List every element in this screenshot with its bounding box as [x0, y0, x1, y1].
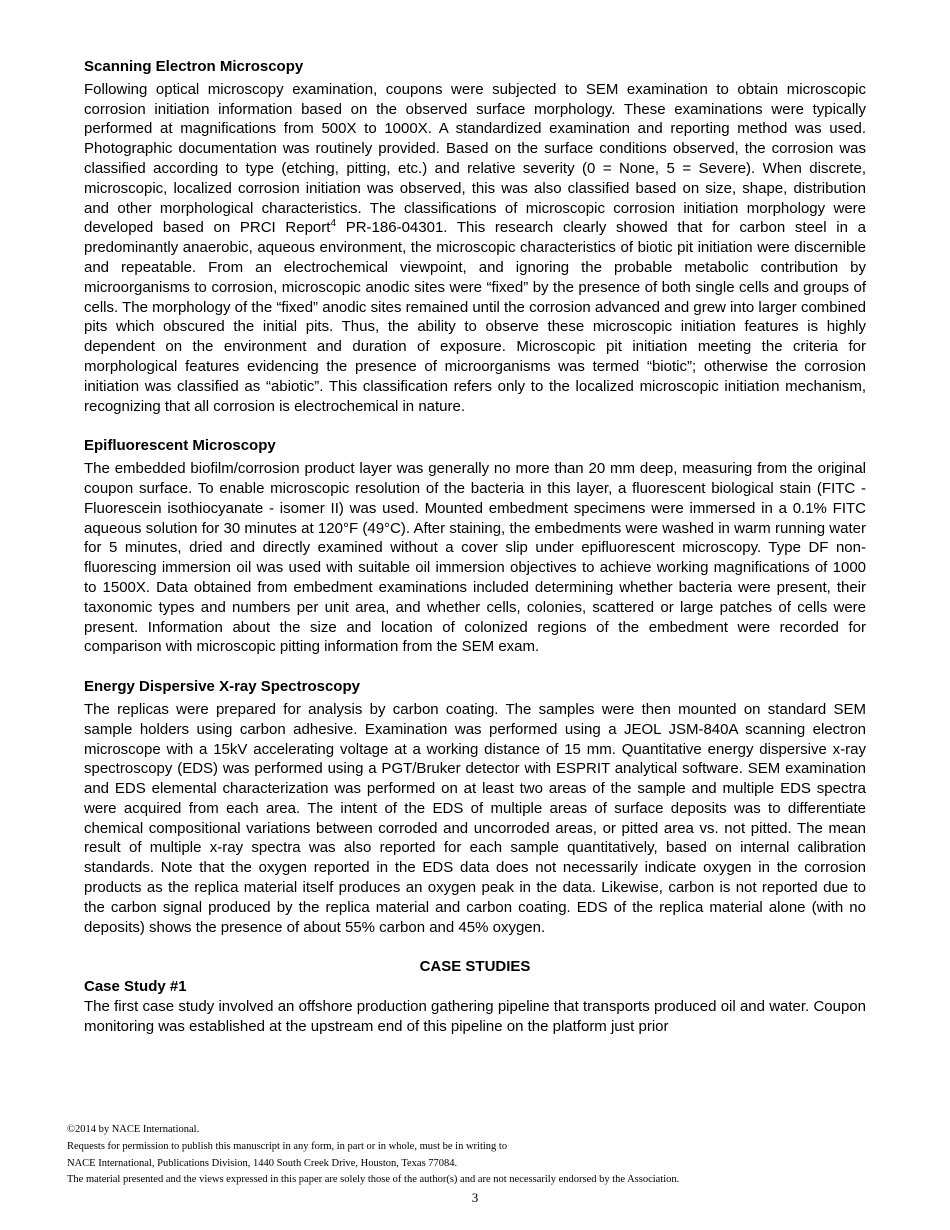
sem-text-part-a: Following optical microscopy examination, coupons were subjected to SEM examination to obtain microscopic corrosion initiation information based on the observed surface morphology. These examinations were typically performed at magnifications from 500X to 1000X. A standardized examination and reporting method was used. Photographic documentation was routinely provided. Based on the surface conditions observed, the corrosion was classified according to type (etching, pitting, etc.) and relative severity (0 = None, 5 = Severe). When discrete, microscopic, localized corrosion initiation was observed, this was also classified based on size, shape, distribution and other morphological characteristics. The classifications of microscopic corrosion initiation morphology were developed based on PRCI Report: [84, 80, 866, 237]
section-heading-epifluorescent: Epifluorescent Microscopy: [84, 437, 276, 455]
section-paragraph-epifluorescent: The embedded biofilm/corrosion product layer was generally no more than 20 mm deep, measuring from the original coupon surface. To enable microscopic resolution of the bacteria in this layer, a fluorescent biological stain (FITC - Fluorescein isothiocyanate - isomer II) was used. Mounted embedment specimens were immersed in a 0.1% FITC aqueous solution for 30 minutes at 120°F (49°C). After staining, the embedments were washed in warm running water for 5 minutes, dried and directly examined without a cover slip under epifluorescent microscopy. Type DF non-fluorescing immersion oil was used with suitable oil immersion objectives to achieve working magnifications of 1000 to 1500X. Data obtained from embedment examinations included determining whether bacteria were present, their taxonomic types and numbers per unit area, and whether cells, colonies, scattered or large patches of cells were present. Information about the size and location of colonized regions of the embedment were recorded for comparison with microscopic pitting information from the SEM exam.: [84, 460, 866, 656]
section-heading-eds: Energy Dispersive X-ray Spectroscopy: [84, 678, 360, 696]
sem-text-part-b: PR-186-04301. This research clearly showed that for carbon steel in a predominantly anaerobic, aqueous environment, the microscopic characteristics of biotic pit initiation were discernible and repeatable. From an electrochemical viewpoint, and ignoring the probable metabolic contribution by microorganisms to corrosion, microscopic anodic sites were “fixed” by the presence of both single cells and groups of cells. The morphology of the “fixed” anodic sites remained until the corrosion advanced and grew into larger combined pits which obscured the initial pits. Thus, the ability to observe these microscopic initiation features is highly dependent on the environment and duration of exposure. Microscopic pit initiation meeting the criteria for morphological features evidencing the presence of microorganisms was termed “biotic”; otherwise the corrosion initiation was classified as “abiotic”. This classification refers only to the localized microscopic initiation mechanism, recognizing that all corrosion is electrochemical in nature.: [84, 219, 867, 415]
case-studies-title: CASE STUDIES: [419, 958, 531, 976]
section-gap: [84, 937, 866, 957]
footer-permission-line: Requests for permission to publish this manuscript in any form, in part or in whole, must be in writing to: [67, 1140, 508, 1152]
reference-superscript: 4: [330, 218, 337, 230]
footer-disclaimer-line: The material presented and the views expressed in this paper are solely those of the author(s) and are not necessarily endorsed by the Association.: [67, 1174, 680, 1186]
body-content: [84, 57, 866, 1037]
section-paragraph-eds: The replicas were prepared for analysis by carbon coating. The samples were then mounted on standard SEM sample holders using carbon adhesive. Examination was performed using a JEOL JSM-840A scanning electron microscope with a 15kV accelerating voltage at a working distance of 15 mm. Quantitative energy dispersive x-ray spectroscopy (EDS) was performed using a PGT/Bruker detector with ESPRIT analytical software. SEM examination and EDS elemental characterization was performed on at least two areas of the sample and multiple EDS spectra were acquired from each area. The intent of the EDS of multiple areas of surface deposits was to differentiate chemical compositional variations between corroded and uncorroded areas, or pitted area vs. not pitted. The mean result of multiple x-ray spectra was also reported for each sample quantitatively, based on internal calibration standards. Note that the oxygen reported in the EDS data does not necessarily indicate oxygen in the corrosion products as the replica material itself produces an oxygen peak in the data. Likewise, carbon is not reported due to the carbon signal produced by the replica material and carbon coating. EDS of the replica material alone (with no deposits) shows the presence of about 55% carbon and 45% oxygen.: [84, 700, 866, 936]
page-number: 3: [471, 1190, 479, 1205]
section-paragraph-sem: [84, 80, 866, 417]
section-heading-sem: Scanning Electron Microscopy: [84, 58, 304, 75]
case-study-1-heading: Case Study #1: [84, 978, 187, 996]
case-study-1-paragraph: The first case study involved an offshore production gathering pipeline that transports produced oil and water. Coupon monitoring was established at the upstream end of this pipeline on the platform just prior: [84, 998, 866, 1035]
footer-address-line: NACE International, Publications Division, 1440 South Creek Drive, Houston, Texas 77084.: [67, 1157, 458, 1169]
section-gap: [84, 416, 866, 436]
section-gap: [84, 657, 866, 677]
footer-copyright: ©2014 by NACE International.: [67, 1124, 200, 1135]
page-footer: [67, 1122, 887, 1189]
